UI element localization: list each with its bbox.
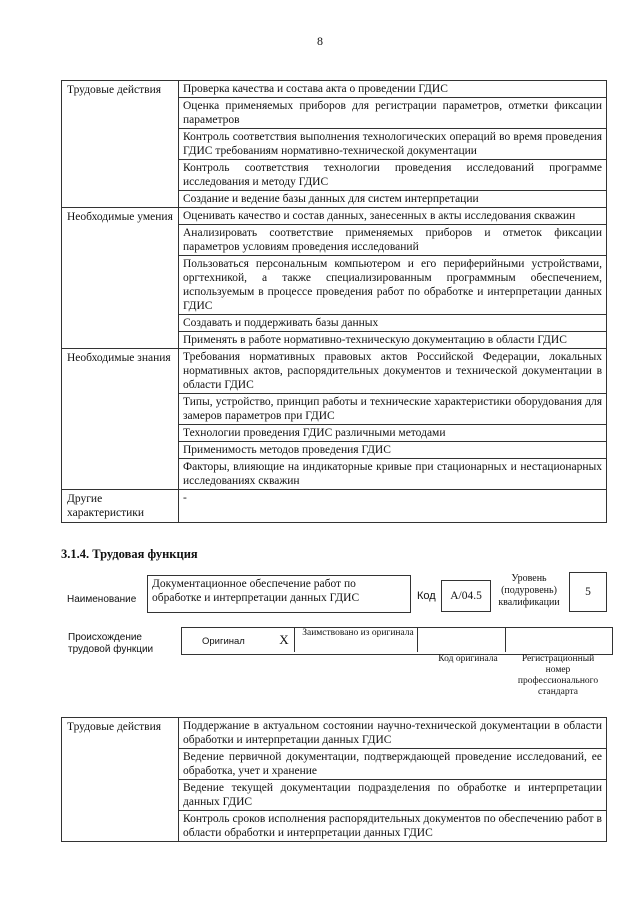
labor-actions-table [61, 717, 607, 842]
code-label: Код [417, 590, 436, 602]
level-value-box [569, 572, 607, 612]
level-label: Уровень (подуровень) квалификации [498, 573, 560, 608]
competency-table [61, 80, 607, 523]
table-row [62, 490, 607, 523]
item-cell: - [179, 490, 607, 523]
table-row [62, 81, 607, 98]
origin-label: Происхождение трудовой функции [68, 632, 154, 655]
item-cell: Факторы, влияющие на индикаторные кривые при стационарных и нестационарных исследованиях скважин [179, 459, 607, 490]
function-name-value: Документационное обеспечение работ по обработке и интерпретации данных ГДИС [152, 578, 360, 604]
origin-box [181, 627, 613, 655]
function-name-box [147, 575, 411, 613]
code-value: А/04.5 [450, 590, 482, 602]
item-cell: Пользоваться персональным компьютером и его периферийными устройствами, оргтехникой, а также специализированным программным обеспечением, используемым в процессе проведения работ по обработке и интерпретации данных ГДИС [179, 256, 607, 315]
table-row [62, 718, 607, 749]
page-number: 8 [317, 34, 323, 48]
name-label: Наименование [67, 594, 137, 605]
item-cell: Анализировать соответствие применяемых приборов и отметок фиксации параметров условиям проведения исследований [179, 225, 607, 256]
item-cell: Типы, устройство, принцип работы и технические характеристики оборудования для замеров параметров при ГДИС [179, 394, 607, 425]
item-cell: Создавать и поддерживать базы данных [179, 315, 607, 332]
category-cell: Необходимые знания [62, 349, 179, 490]
item-cell: Технологии проведения ГДИС различными методами [179, 425, 607, 442]
item-cell: Требования нормативных правовых актов Российской Федерации, локальных нормативных актов, распорядительных документов и технической документации в области ГДИС [179, 349, 607, 394]
item-cell: Создание и ведение базы данных для систем интерпретации [179, 191, 607, 208]
reg-number-label: Регистрационный номер профессионального стандарта [517, 654, 599, 697]
category-cell: Другие характеристики [62, 490, 179, 523]
item-cell: Применимость методов проведения ГДИС [179, 442, 607, 459]
item-cell: Контроль сроков исполнения распорядительных документов по обеспечению работ в области обработки и интерпретации данных ГДИС [179, 811, 607, 842]
borrowed-label: Заимствовано из оригинала [299, 628, 418, 652]
item-cell: Оценка применяемых приборов для регистрации параметров, отметки фиксации параметров [179, 98, 607, 129]
item-cell: Поддержание в актуальном состоянии научно-технической документации в области обработки и интерпретации данных ГДИС [179, 718, 607, 749]
level-value: 5 [585, 586, 591, 598]
item-cell: Контроль соответствия технологии проведения исследований программе исследования и методу ГДИС [179, 160, 607, 191]
code-value-box [441, 580, 491, 612]
item-cell: Ведение текущей документации подразделения по обработке и интерпретации данных ГДИС [179, 780, 607, 811]
item-cell: Оценивать качество и состав данных, занесенных в акты исследования скважин [179, 208, 607, 225]
item-cell: Применять в работе нормативно-техническую документацию в области ГДИС [179, 332, 607, 349]
section-heading: 3.1.4. Трудовая функция [61, 547, 198, 561]
table-row [62, 208, 607, 225]
original-label: Оригинал [202, 636, 245, 647]
category-cell: Трудовые действия [62, 81, 179, 208]
item-cell: Проверка качества и состава акта о проведении ГДИС [179, 81, 607, 98]
origin-divider [505, 628, 506, 652]
category-cell: Трудовые действия [62, 718, 179, 842]
category-cell: Необходимые умения [62, 208, 179, 349]
table-row [62, 349, 607, 394]
original-mark: Х [274, 628, 295, 652]
code-original-label: Код оригинала [438, 654, 498, 664]
item-cell: Контроль соответствия выполнения технологических операций во время проведения ГДИС требованиям нормативно-технической документации [179, 129, 607, 160]
item-cell: Ведение первичной документации, подтверждающей проведение исследований, ее обработка, учет и хранение [179, 749, 607, 780]
